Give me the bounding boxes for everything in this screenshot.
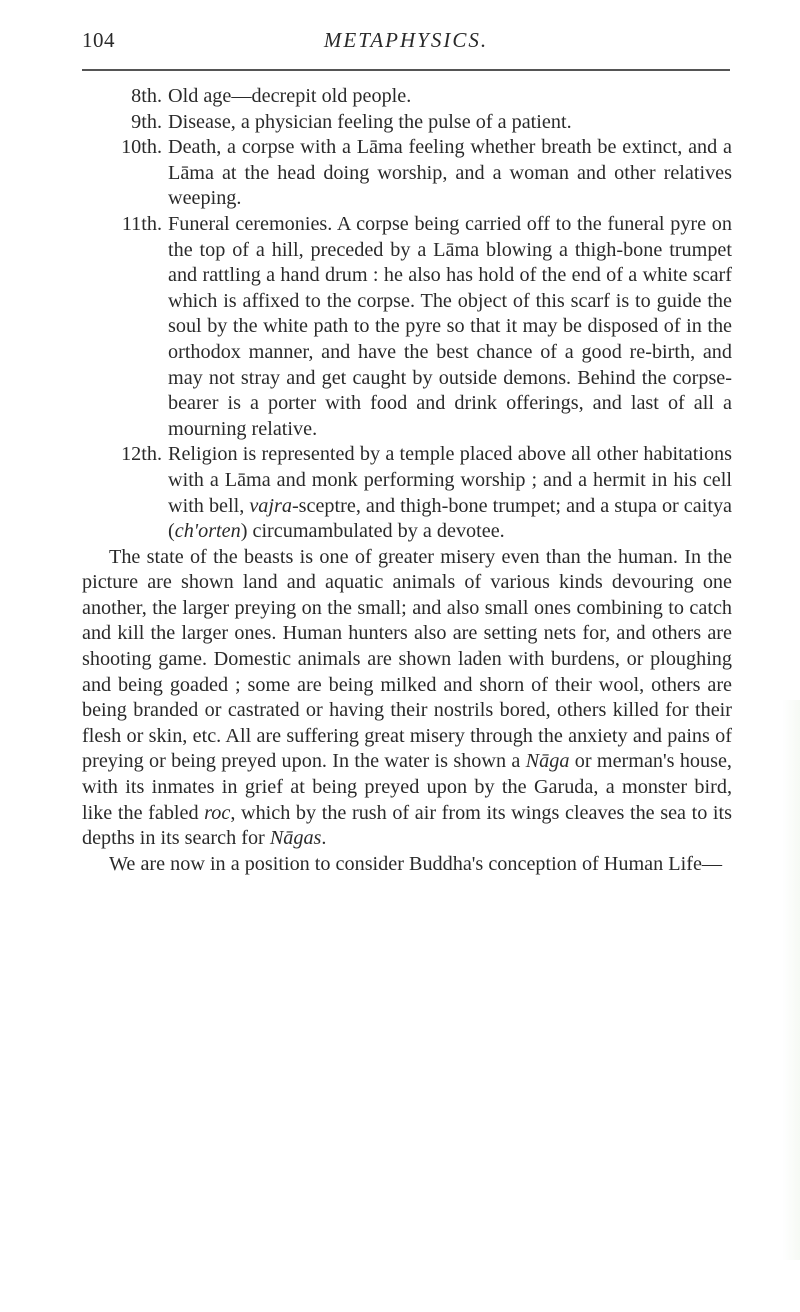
- text-run: ) circumambulated by a devotee.: [240, 520, 505, 543]
- text-run: Old age—decrepit old people.: [168, 85, 412, 107]
- body-text: [82, 84, 732, 877]
- page-number: 104: [82, 28, 115, 52]
- paragraph: [82, 852, 732, 878]
- italic-text: roc: [204, 801, 231, 824]
- item-number: 10th.: [121, 136, 162, 159]
- enumerated-list: [82, 84, 732, 545]
- item-text: [168, 84, 732, 110]
- text-run: , which by the rush of air from its wings cleaves the sea to its depths in its search for: [82, 801, 732, 850]
- paragraph: [82, 545, 732, 852]
- running-title: METAPHYSICS.: [323, 28, 489, 52]
- text-run: .: [321, 827, 327, 850]
- italic-text: vajra: [249, 494, 292, 517]
- header-rule: [82, 69, 730, 71]
- item-text: [168, 212, 732, 442]
- text-run: Religion is represented by a temple placed above all other habitations with a Lāma and monk performing worship ; and a hermit in his cell with bell,: [168, 443, 732, 517]
- paragraphs: [82, 545, 732, 878]
- text-run: Death, a corpse with a Lāma feeling whether breath be extinct, and a Lāma at the head doing worship, and a woman and other relatives weeping.: [168, 136, 732, 210]
- page-edge-stain: [782, 700, 800, 1260]
- item-text: [168, 135, 732, 212]
- text-run: The state of the beasts is one of greater misery even than the human. In the picture are shown land and aquatic animals of various kinds devouring one another, the larger preying on the small; and also small ones combining to catch and kill the larger ones. Human hunters also are setting nets for, and others are shooting game. Domestic animals are shown laden with burdens, or ploughing and being goaded ; some are being milked and shorn of their wool, others are being branded or castrated or having their nostrils bored, others killed for their flesh or skin, etc. All are suffering great misery through the anxiety and pains of preying or being preyed upon. In the water is shown a: [82, 545, 732, 773]
- item-number: 12th.: [121, 443, 162, 466]
- list-item: [82, 212, 732, 442]
- item-number: 8th.: [131, 85, 162, 107]
- text-run: Funeral ceremonies. A corpse being carried off to the funeral pyre on the top of a hill, preceded by a Lāma blowing a thigh-bone trumpet and rattling a hand drum : he also has hold of the end of a white scarf which is affixed to the corpse. The object of this scarf is to guide the soul by the white path to the pyre so that it may be disposed of in the orthodox manner, and have the best chance of a good re-birth, and may not stray and get caught by outside demons. Behind the corpse-bearer is a porter with food and drink offerings, and last of all a mourning relative.: [168, 212, 732, 440]
- page-header: [82, 28, 730, 68]
- text-run: or merman's house, with its inmates in grief at being preyed upon by the Garuda, a monster bird, like the fabled: [82, 750, 732, 824]
- text-run: Disease, a physician feeling the pulse of a patient.: [168, 110, 572, 133]
- item-number: 9th.: [131, 110, 162, 133]
- italic-text: Nāga: [525, 750, 570, 773]
- item-text: [168, 110, 732, 136]
- list-item: [82, 442, 732, 544]
- list-item: [82, 135, 732, 212]
- text-run: -sceptre, and thigh-bone trumpet; and a stupa or caitya (: [168, 494, 732, 543]
- text-run: We are now in a position to consider Buddha's conception of Human Life—: [109, 852, 723, 875]
- item-number: 11th.: [121, 212, 162, 235]
- italic-text: Nāgas: [269, 827, 322, 850]
- list-item: [82, 84, 732, 110]
- item-text: [168, 442, 732, 544]
- italic-text: ch'orten: [174, 520, 241, 543]
- list-item: [82, 110, 732, 136]
